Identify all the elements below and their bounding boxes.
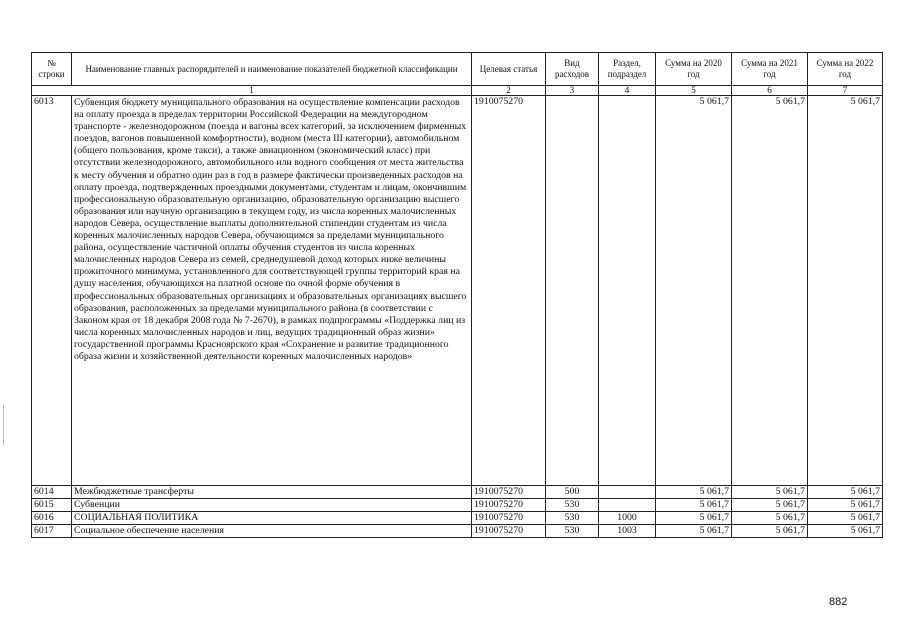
page-number: 882 — [829, 596, 848, 608]
header-sum-2022: Сумма на 2022 год — [808, 53, 883, 86]
column-number: 3 — [546, 86, 599, 96]
row-target: 1910075270 — [472, 486, 546, 499]
row-number: 6013 — [32, 96, 72, 486]
row-sum-2022: 5 061,7 — [808, 486, 883, 499]
scan-edge-mark — [3, 405, 4, 445]
row-number: 6015 — [32, 499, 72, 512]
row-number: 6014 — [32, 486, 72, 499]
column-number: 2 — [472, 86, 546, 96]
row-sum-2020: 5 061,7 — [656, 96, 732, 486]
column-number: 4 — [599, 86, 656, 96]
row-target: 1910075270 — [472, 499, 546, 512]
row-sum-2020: 5 061,7 — [656, 525, 732, 538]
row-name: Субвенция бюджету муниципального образования на осуществление компенсации расходов на оплату проезда в пределах территории Российской Федерации на междугородном транспорте - железнодорожном (поезда и вагоны всех категорий, за исключением фирменных поездов, вагонов повышенной комфортности), водном (места III категории), автомобильном (общего пользования, кроме такси), а также авиационном (экономический класс) при отсутствии железнодорожного, автомобильного или водного сообщения от места жительства к месту обучения и обратно один раз в год в размере фактически произведенных расходов на оплату проезда, подтвержденных проездными документами, студентам и лицам, окончившим профессиональную образовательную организацию, образовательную организацию высшего образования или научную организацию в текущем году, из числа коренных малочисленных народов Севера, осуществление выплаты дополнительной стипендии студентам из числа коренных малочисленных народов Севера, обучающимся за пределами муниципального района, осуществление частичной оплаты обучения студентов из числа коренных малочисленных народов Севера из семей, среднедушевой доход которых ниже величины прожиточного минимума, установленного для соответствующей группы территорий края на душу населения, обучающихся на платной основе по очной форме обучения в профессиональных образовательных организациях и образовательных организациях высшего образования, расположенных за пределами муниципального района (в соответствии с Законом края от 18 декабря 2008 года № 7-2670), в рамках подпрограммы «Поддержка лиц из числа коренных малочисленных народов и лиц, ведущих традиционный образ жизни» государственной программы Красноярского края «Сохранение и развитие традиционного образа жизни и хозяйственной деятельности коренных малочисленных народов» — [72, 96, 472, 486]
column-number: 5 — [656, 86, 732, 96]
table-row — [32, 512, 883, 525]
header-sum-2020: Сумма на 2020 год — [656, 53, 732, 86]
row-section — [599, 486, 656, 499]
column-number: 1 — [32, 86, 472, 96]
row-section — [599, 96, 656, 486]
row-section: 1003 — [599, 525, 656, 538]
table-row — [32, 499, 883, 512]
row-target: 1910075270 — [472, 96, 546, 486]
row-name: Межбюджетные трансферты — [72, 486, 472, 499]
row-kind: 500 — [546, 486, 599, 499]
row-sum-2022: 5 061,7 — [808, 512, 883, 525]
row-sum-2021: 5 061,7 — [732, 525, 808, 538]
column-number: 7 — [808, 86, 883, 96]
row-number: 6017 — [32, 525, 72, 538]
row-target: 1910075270 — [472, 512, 546, 525]
header-sum-2021: Сумма на 2021 год — [732, 53, 808, 86]
row-kind — [546, 96, 599, 486]
row-name: Субвенции — [72, 499, 472, 512]
row-sum-2020: 5 061,7 — [656, 486, 732, 499]
row-sum-2020: 5 061,7 — [656, 499, 732, 512]
row-name: Социальное обеспечение населения — [72, 525, 472, 538]
table-row — [32, 486, 883, 499]
column-number-row — [32, 86, 883, 96]
table-row — [32, 525, 883, 538]
header-name: Наименование главных распорядителей и наименование показателей бюджетной классификации — [72, 53, 472, 86]
row-number: 6016 — [32, 512, 72, 525]
row-kind: 530 — [546, 512, 599, 525]
row-sum-2021: 5 061,7 — [732, 486, 808, 499]
row-sum-2021: 5 061,7 — [732, 499, 808, 512]
header-kind: Вид расходов — [546, 53, 599, 86]
header-row-no: № строки — [32, 53, 72, 86]
header-section: Раздел, подраздел — [599, 53, 656, 86]
table-row — [32, 96, 883, 486]
row-sum-2020: 5 061,7 — [656, 512, 732, 525]
row-sum-2022: 5 061,7 — [808, 499, 883, 512]
row-target: 1910075270 — [472, 525, 546, 538]
row-sum-2021: 5 061,7 — [732, 96, 808, 486]
header-target: Целевая статья — [472, 53, 546, 86]
row-sum-2021: 5 061,7 — [732, 512, 808, 525]
row-kind: 530 — [546, 525, 599, 538]
column-number: 6 — [732, 86, 808, 96]
row-sum-2022: 5 061,7 — [808, 525, 883, 538]
header-row — [32, 53, 883, 86]
row-sum-2022: 5 061,7 — [808, 96, 883, 486]
row-section: 1000 — [599, 512, 656, 525]
row-section — [599, 499, 656, 512]
row-kind: 530 — [546, 499, 599, 512]
budget-table — [31, 52, 883, 538]
row-name: СОЦИАЛЬНАЯ ПОЛИТИКА — [72, 512, 472, 525]
